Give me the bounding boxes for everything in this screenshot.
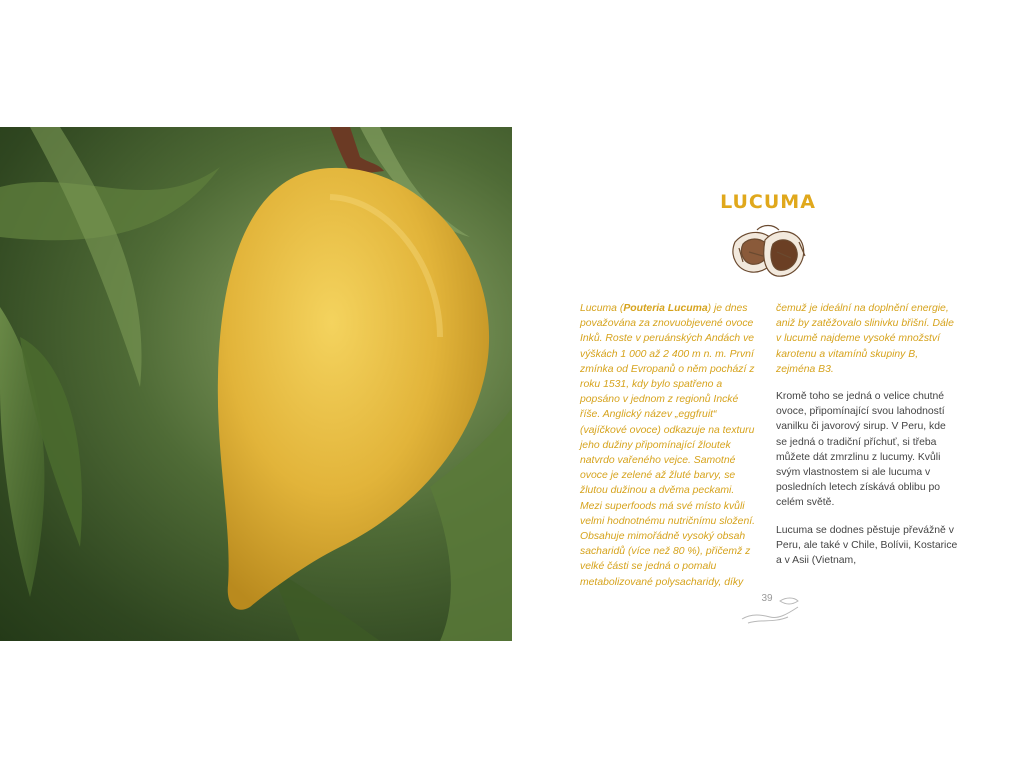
book-spread (0, 127, 1024, 641)
paragraph-cultivation: Lucuma se dodnes pěstuje převážně v Peru, ale také v Chile, Bolívii, Kostarice a v Asii (Vietnam, (776, 524, 958, 567)
paragraph-taste: Kromě toho se jedná o velice chutné ovoce, připomínající svou lahodností vanilku či javorový sirup. V Peru, kde se jedná o tradiční příchuť, si třeba můžete dát zmrzlinu z lucumy. Kvůli svým vlastnostem si ale lucuma v posledních letech získává oblibu po celém světě. (776, 391, 946, 509)
continuation-paragraph: čemuž je ideální na doplnění energie, aniž by zatěžovalo slinivku břišní. Dále v lucumě najdeme vysoké množství karotenu a vitamínů skupiny B, zejména B3. (776, 303, 954, 375)
page-title: LUCUMA (720, 191, 816, 213)
page-number: 39 (761, 593, 773, 604)
lucuma-fruit-illustration-icon (729, 222, 811, 284)
lucuma-fruit-photo (0, 127, 512, 641)
intro-body: ) je dnes považována za znovuobjevené ovoce Inků. Roste v peruánských Andách ve výškách 1 000 až 2 400 m n. m. První zmínka od Evropanů o něm pochází z roku 1531, kdy bylo spatřeno a popsáno v jednom z regionů Incké říše. Anglický název „eggfruit“ (vajíčkové ovoce) odkazuje na texturu jeho dužiny připomínající žloutek natvrdo vařeného vejce. Samotné ovoce je zelené až žluté barvy, se žlutou dužinou a dvěma peckami. Mezi superfoods má své místo kvůli velmi hodnotnému nutričnímu složení. Obsahuje mimořádně vysoký obsah sacharidů (více než 80 %), přičemž z velké části se jedná o pomalu metabolizované polysacharidy, díky (580, 303, 755, 588)
lucuma-photo-illustration (0, 127, 512, 641)
text-page (512, 127, 1024, 641)
intro-start: Lucuma ( (580, 303, 624, 314)
left-text-column (580, 301, 758, 590)
latin-name: Pouteria Lucuma (623, 303, 708, 314)
right-text-column (776, 301, 958, 580)
